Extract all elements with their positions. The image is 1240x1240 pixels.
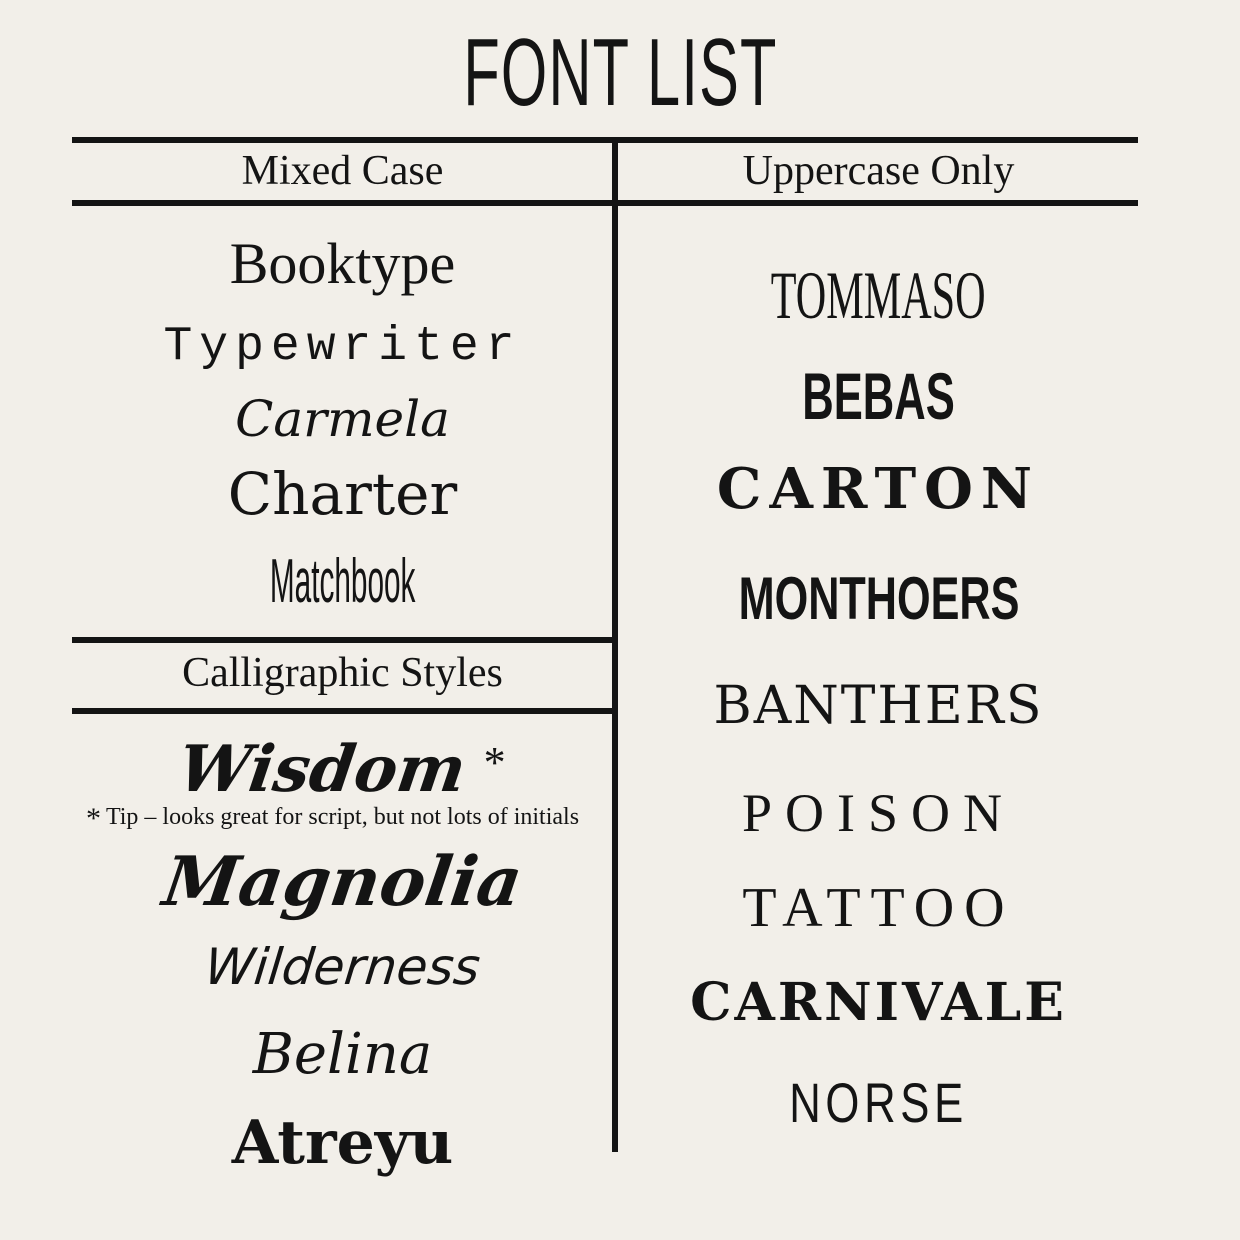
font-sample-wilderness bbox=[72, 938, 613, 996]
font-sample-monthoers bbox=[619, 564, 1138, 633]
font-sample-charter: Charter bbox=[227, 460, 458, 528]
font-sample-typewriter: Typewriter bbox=[163, 320, 522, 374]
tip-note-text: Tip – looks great for script, but not lots of initials bbox=[105, 804, 580, 830]
font-sample-tattoo: TATTOO bbox=[742, 877, 1015, 939]
wisdom-asterisk: * bbox=[483, 738, 506, 787]
page-title-text: FONT LIST bbox=[462, 19, 778, 126]
divider-calligraphic-top bbox=[72, 637, 618, 643]
font-sample-matchbook bbox=[72, 546, 613, 617]
font-sample-carnivale: CARNIVALE bbox=[690, 972, 1067, 1033]
font-sample-monthoers-text: MONTHOERS bbox=[738, 565, 1019, 632]
divider-horizontal-top bbox=[72, 137, 1138, 143]
font-sample-wisdom bbox=[72, 732, 613, 807]
font-sample-bebas bbox=[619, 358, 1138, 434]
font-sample-wisdom-text: Wisdom bbox=[174, 732, 471, 807]
column-header-uppercase-only: Uppercase Only bbox=[742, 148, 1015, 194]
font-sample-poison: POISON bbox=[741, 783, 1016, 843]
font-sample-belina: Belina bbox=[252, 1022, 433, 1087]
font-sample-tommaso-text: TOMMASO bbox=[771, 257, 986, 333]
column-header-mixed-case: Mixed Case bbox=[241, 148, 444, 194]
font-sample-norse bbox=[619, 1070, 1138, 1135]
font-sample-magnolia-text: Magnolia bbox=[158, 842, 527, 922]
font-sample-wilderness-text: Wilderness bbox=[202, 938, 483, 996]
divider-calligraphic-bottom bbox=[72, 708, 618, 714]
font-sample-carton: CARTON bbox=[716, 456, 1041, 522]
page-title bbox=[0, 18, 1240, 128]
tip-asterisk-marker: * bbox=[86, 802, 101, 835]
font-sample-atreyu: Atreyu bbox=[231, 1108, 454, 1178]
font-sample-bebas-text: BEBAS bbox=[802, 359, 955, 433]
font-sample-tommaso bbox=[619, 256, 1138, 335]
font-sample-banthers: BANTHERS bbox=[713, 676, 1044, 736]
tip-note bbox=[72, 802, 613, 835]
font-sample-matchbook-text: Matchbook bbox=[269, 547, 416, 616]
font-sample-magnolia bbox=[72, 842, 613, 922]
section-header-calligraphic-styles: Calligraphic Styles bbox=[182, 650, 503, 696]
font-sample-booktype: Booktype bbox=[229, 231, 456, 296]
font-sample-norse-text: NORSE bbox=[789, 1071, 968, 1134]
font-sample-carmela: Carmela bbox=[235, 390, 450, 448]
divider-horizontal-header-bottom bbox=[72, 200, 1138, 206]
